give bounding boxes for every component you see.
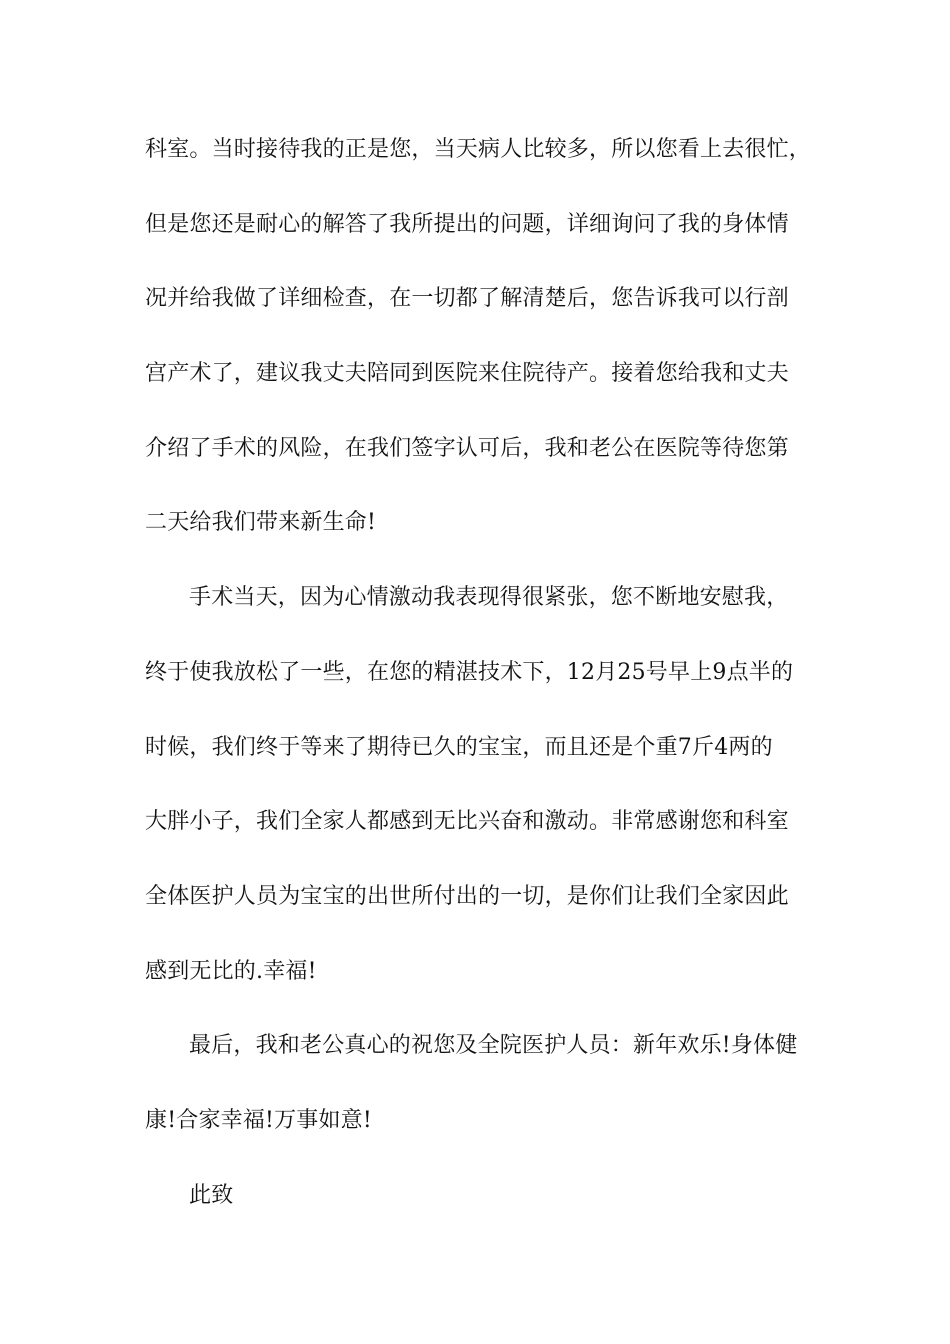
text-line: 况并给我做了详细检查，在一切都了解清楚后，您告诉我可以行剖 [145, 286, 789, 312]
letter-body [145, 128, 815, 1248]
text-line: 时候，我们终于等来了期待已久的宝宝，而且还是个重7斤4两的 [145, 734, 773, 760]
text-line: 介绍了手术的风险，在我们签字认可后，我和老公在医院等待您第 [145, 435, 789, 461]
text-line: 二天给我们带来新生命! [145, 510, 377, 536]
paragraph-first-line: 最后，我和老公真心的祝您及全院医护人员：新年欢乐!身体健 [189, 1033, 798, 1059]
text-line: 全体医护人员为宝宝的出世所付出的一切，是你们让我们全家因此 [145, 883, 789, 909]
text-line: 宫产术了，建议我丈夫陪同到医院来住院待产。接着您给我和丈夫 [145, 361, 789, 387]
paragraph-first-line: 手术当天，因为心情激动我表现得很紧张，您不断地安慰我， [189, 585, 789, 611]
text-line: 科室。当时接待我的正是您，当天病人比较多，所以您看上去很忙， [145, 137, 812, 162]
text-line: 感到无比的.幸福! [145, 958, 317, 984]
text-line: 康!合家幸福!万事如意! [145, 1107, 372, 1133]
closing-salutation: 此致 [189, 1182, 234, 1208]
text-line: 大胖小子，我们全家人都感到无比兴奋和激动。非常感谢您和科室 [145, 809, 789, 835]
text-line: 但是您还是耐心的解答了我所提出的问题，详细询问了我的身体情 [145, 211, 789, 237]
text-line: 终于使我放松了一些，在您的精湛技术下，12月25号早上9点半的 [145, 659, 794, 685]
